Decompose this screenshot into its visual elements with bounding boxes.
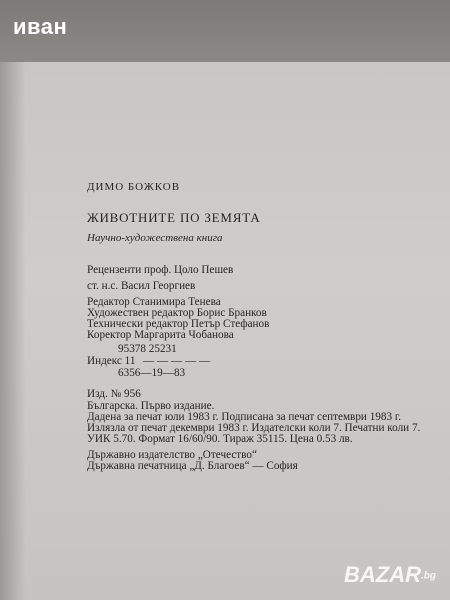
index-label: Индекс 11 [87, 355, 136, 367]
book-title: ЖИВОТНИТЕ ПО ЗЕМЯТА [87, 210, 261, 225]
bazar-logo-suffix: .bg [421, 570, 436, 582]
imprint-line: Изд. № 956 [87, 388, 141, 400]
imprint-line: УИК 5.70. Формат 16/60/90. Тираж 35115. Цена 0.53 лв. [87, 433, 353, 445]
index-dashes: — — — — — [143, 355, 211, 367]
credit-line: Коректор Маргарита Чобанова [87, 329, 234, 341]
imprint-line: Излязла от печат декември 1983 г. Издателски коли 7. Печатни коли 7. [87, 422, 421, 434]
imprint-line: Държавно издателство „Отечество“ [87, 449, 257, 461]
book-subtitle: Научно-художествена книга [87, 232, 223, 244]
credit-line: Рецензенти проф. Цоло Пешев [87, 264, 234, 276]
imprint-line: Българска. Първо издание. [87, 400, 215, 412]
index-code: 6356—19—83 [118, 367, 186, 379]
book-author: ДИМО БОЖКОВ [87, 181, 181, 193]
bazar-logo [344, 562, 436, 588]
credit-line: Художествен редактор Борис Бранков [87, 307, 267, 319]
imprint-line: Държавна печатница „Д. Благоев“ — София [87, 460, 298, 472]
bazar-logo-text: BAZAR [344, 562, 421, 587]
imprint-line: Дадена за печат юли 1983 г. Подписана за печат септември 1983 г. [87, 411, 402, 423]
credit-line: Технически редактор Петър Стефанов [87, 318, 270, 330]
seller-watermark: иван [13, 14, 68, 39]
page-gutter-shadow [0, 62, 26, 600]
index-numbers: 95378 25231 [118, 343, 177, 355]
credit-line: ст. н.с. Васил Георгиев [87, 280, 196, 292]
credit-line: Редактор Станимира Тенева [87, 296, 221, 308]
